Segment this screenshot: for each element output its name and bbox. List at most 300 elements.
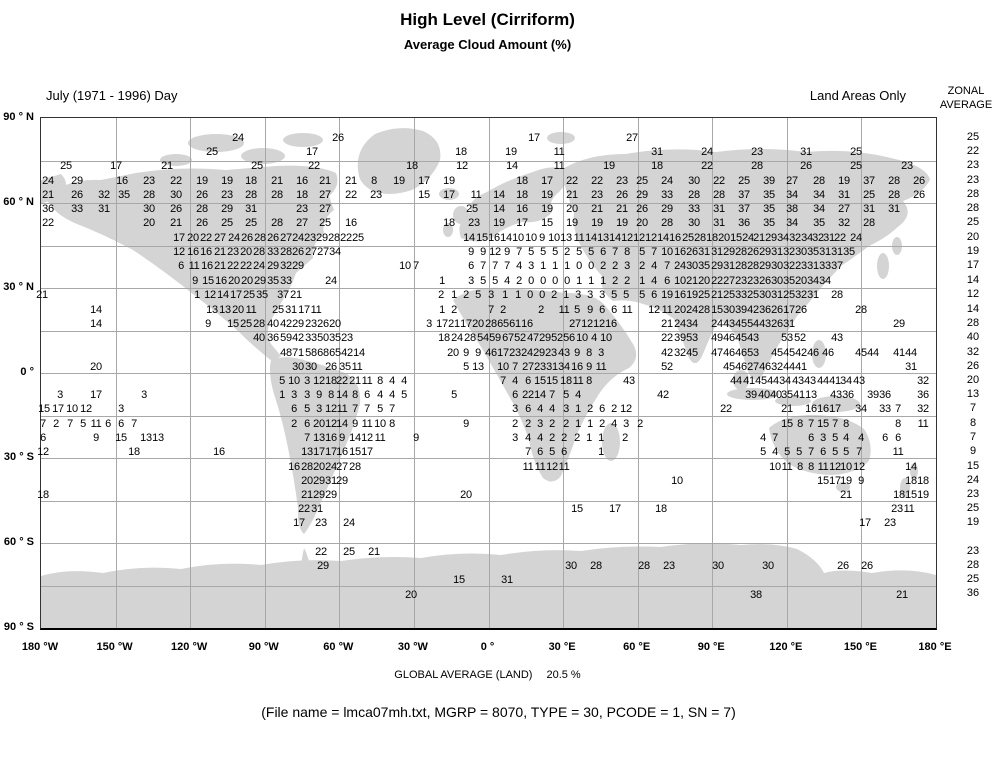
- grid-value: 2: [561, 432, 567, 444]
- grid-value: 11: [534, 461, 546, 473]
- grid-value: 4: [760, 432, 766, 444]
- grid-value: 18: [893, 489, 905, 501]
- zonal-average-value: 15: [966, 460, 980, 472]
- file-info: (File name = lmca07mh.txt, MGRP = 8070, TYPE = 30, PCODE = 1, SN = 7): [261, 704, 736, 720]
- grid-value: 59: [489, 332, 501, 344]
- grid-value: 19: [443, 175, 455, 187]
- grid-value: 4: [389, 375, 395, 387]
- lat-axis-label: 30 ° N: [3, 281, 34, 293]
- grid-value: 30: [723, 304, 735, 316]
- zonal-average-value: 23: [966, 159, 980, 171]
- grid-value: 7: [549, 389, 555, 401]
- grid-value: 8: [797, 461, 803, 473]
- grid-value: 41: [793, 389, 805, 401]
- grid-value: 9: [205, 318, 211, 330]
- grid-value: 16: [187, 246, 199, 258]
- grid-value: 20: [718, 232, 730, 244]
- grid-value: 17: [829, 475, 841, 487]
- grid-value: 16: [488, 232, 500, 244]
- grid-value: 32: [917, 403, 929, 415]
- grid-value: 20: [90, 361, 102, 373]
- grid-value: 33: [280, 275, 292, 287]
- grid-value: 20: [636, 217, 648, 229]
- grid-value: 26: [325, 361, 337, 373]
- grid-value: 19: [603, 160, 615, 172]
- zonal-average-header: [935, 84, 997, 112]
- zonal-average-value: 8: [969, 417, 977, 429]
- zonal-average-value: 25: [966, 573, 980, 585]
- grid-value: 4: [651, 275, 657, 287]
- grid-value: 11: [917, 418, 929, 430]
- grid-value: 18: [655, 503, 667, 515]
- grid-value: 21: [42, 189, 54, 201]
- grid-value: 8: [586, 347, 592, 359]
- grid-value: 3: [304, 375, 310, 387]
- grid-value: 34: [807, 275, 819, 287]
- grid-value: 43: [623, 375, 635, 387]
- grid-value: 31: [819, 246, 831, 258]
- grid-value: 19: [221, 175, 233, 187]
- grid-value: 21: [686, 275, 698, 287]
- grid-value: 24: [711, 318, 723, 330]
- grid-value: 10: [548, 232, 560, 244]
- grid-value: 12: [581, 318, 593, 330]
- grid-value: 31: [807, 260, 819, 272]
- grid-value: 9: [468, 246, 474, 258]
- grid-value: 21: [349, 375, 361, 387]
- grid-value: 16: [288, 461, 300, 473]
- grid-value: 29: [723, 246, 735, 258]
- grid-value: 17: [516, 217, 528, 229]
- grid-value: 3: [316, 403, 322, 415]
- grid-value: 14: [657, 232, 669, 244]
- grid-value: 3: [528, 260, 534, 272]
- grid-value: 8: [624, 246, 630, 258]
- grid-value: 7: [664, 260, 670, 272]
- grid-value: 13: [301, 446, 313, 458]
- grid-value: 10: [671, 475, 683, 487]
- grid-value: 25: [60, 160, 72, 172]
- grid-value: 25: [272, 304, 284, 316]
- grid-value: 17: [230, 289, 242, 301]
- grid-value: 33: [735, 289, 747, 301]
- grid-value: 23: [795, 260, 807, 272]
- grid-value: 9: [586, 361, 592, 373]
- grid-value: 18: [443, 217, 455, 229]
- grid-value: 45: [735, 318, 747, 330]
- grid-value: 39: [735, 304, 747, 316]
- grid-value: 11: [553, 160, 565, 172]
- grid-value: 28: [254, 232, 266, 244]
- grid-value: 17: [783, 304, 795, 316]
- grid-value: 26: [771, 304, 783, 316]
- grid-value: 26: [241, 232, 253, 244]
- grid-value: 15: [541, 217, 553, 229]
- zonal-average-value: 23: [966, 545, 980, 557]
- lon-axis-label: 180 °W: [21, 641, 59, 653]
- grid-value: 40: [267, 318, 279, 330]
- grid-value: 34: [801, 232, 813, 244]
- grid-value: 0: [528, 275, 534, 287]
- grid-value: 10: [66, 403, 78, 415]
- grid-value: 9: [480, 246, 486, 258]
- grid-value: 22: [566, 175, 578, 187]
- grid-value: 52: [794, 332, 806, 344]
- grid-value: 23: [545, 347, 557, 359]
- grid-value: 26: [837, 560, 849, 572]
- grid-value: 14: [463, 232, 475, 244]
- grid-value: 32: [280, 260, 292, 272]
- grid-value: 26: [196, 189, 208, 201]
- grid-value: 35: [783, 275, 795, 287]
- grid-value: 20: [143, 217, 155, 229]
- grid-value: 34: [558, 361, 570, 373]
- grid-value: 25: [850, 160, 862, 172]
- grid-value: 6: [304, 418, 310, 430]
- grid-value: 20: [232, 304, 244, 316]
- grid-value: 5: [279, 375, 285, 387]
- grid-value: 18: [516, 175, 528, 187]
- grid-value: 2: [53, 418, 59, 430]
- grid-value: 31: [771, 246, 783, 258]
- grid-value: 32: [771, 361, 783, 373]
- zonal-average-value: 25: [966, 216, 980, 228]
- grid-value: 28: [464, 332, 476, 344]
- grid-value: 5: [480, 275, 486, 287]
- grid-value: 20: [447, 347, 459, 359]
- grid-value: 28: [661, 217, 673, 229]
- grid-value: 43: [804, 375, 816, 387]
- grid-value: 1: [564, 260, 570, 272]
- lon-axis-label: 0 °: [480, 641, 495, 653]
- grid-value: 9: [93, 432, 99, 444]
- grid-value: 13: [805, 389, 817, 401]
- lon-axis-label: 30 °E: [548, 641, 576, 653]
- grid-value: 16: [215, 275, 227, 287]
- grid-value: 37: [863, 175, 875, 187]
- grid-value: 17: [293, 517, 305, 529]
- grid-value: 21: [661, 318, 673, 330]
- grid-value: 19: [393, 175, 405, 187]
- grid-value: 29: [292, 318, 304, 330]
- zonal-average-value: 14: [966, 274, 980, 286]
- grid-value: 28: [888, 175, 900, 187]
- grid-value: 16: [345, 217, 357, 229]
- global-average: [40, 669, 935, 681]
- grid-value: 22: [315, 546, 327, 558]
- grid-value: 20: [329, 318, 341, 330]
- grid-value: 20: [795, 275, 807, 287]
- grid-value: 31: [905, 361, 917, 373]
- grid-value: 29: [325, 489, 337, 501]
- grid-value: 7: [480, 260, 486, 272]
- zonal-average-value: 14: [966, 303, 980, 315]
- grid-value: 3: [587, 289, 593, 301]
- grid-value: 19: [493, 217, 505, 229]
- grid-value: 5: [463, 361, 469, 373]
- grid-value: 12: [633, 232, 645, 244]
- grid-value: 4: [389, 389, 395, 401]
- grid-value: 45: [723, 361, 735, 373]
- lon-axis-label: 120 °W: [171, 641, 208, 653]
- grid-value: 12: [204, 289, 216, 301]
- grid-value: 1: [587, 418, 593, 430]
- grid-value: 7: [504, 260, 510, 272]
- grid-value: 11: [336, 403, 348, 415]
- grid-value: 11: [374, 432, 386, 444]
- grid-value: 12: [313, 375, 325, 387]
- grid-value: 43: [831, 332, 843, 344]
- grid-value: 1: [194, 289, 200, 301]
- grid-value: 29: [71, 175, 83, 187]
- grid-value: 4: [591, 332, 597, 344]
- grid-value: 17: [361, 446, 373, 458]
- grid-value: 7: [131, 418, 137, 430]
- grid-value: 28: [253, 246, 265, 258]
- grid-value: 8: [808, 461, 814, 473]
- grid-value: 26: [196, 217, 208, 229]
- grid-value: 24: [674, 260, 686, 272]
- grid-value: 21: [271, 175, 283, 187]
- grid-value: 1: [279, 389, 285, 401]
- period-label: July (1971 - 1996) Day: [46, 88, 178, 103]
- grid-value: 30: [771, 260, 783, 272]
- grid-value: 20: [241, 275, 253, 287]
- grid-value: 33: [661, 189, 673, 201]
- grid-value: 14: [336, 389, 348, 401]
- grid-value: 27: [319, 203, 331, 215]
- grid-value: 3: [118, 403, 124, 415]
- grid-value: 27: [786, 175, 798, 187]
- grid-value: 19: [566, 217, 578, 229]
- grid-value: 23: [751, 146, 763, 158]
- grid-value: 27: [723, 275, 735, 287]
- grid-value: 16: [817, 403, 829, 415]
- grid-value: 6: [525, 375, 531, 387]
- grid-value: 23: [305, 318, 317, 330]
- grid-value: 46: [735, 347, 747, 359]
- grid-value: 30: [292, 361, 304, 373]
- grid-value: 32: [838, 217, 850, 229]
- grid-value: 15: [781, 418, 793, 430]
- grid-value: 17: [443, 189, 455, 201]
- grid-value: 14: [217, 289, 229, 301]
- zonal-average-value: 23: [966, 488, 980, 500]
- grid-value: 27: [296, 217, 308, 229]
- grid-value: 5: [528, 246, 534, 258]
- grid-value: 21: [319, 175, 331, 187]
- grid-value: 23: [884, 517, 896, 529]
- grid-value: 5: [451, 389, 457, 401]
- grid-value: 19: [196, 175, 208, 187]
- grid-value: 6: [364, 389, 370, 401]
- grid-value: 41: [795, 361, 807, 373]
- grid-value: 4: [843, 432, 849, 444]
- grid-value: 7: [895, 403, 901, 415]
- grid-value: 25: [319, 217, 331, 229]
- grid-value: 23: [221, 189, 233, 201]
- grid-value: 5: [843, 446, 849, 458]
- grid-value: 7: [512, 361, 518, 373]
- grid-value: 0: [588, 260, 594, 272]
- grid-value: 12: [620, 403, 632, 415]
- grid-value: 1: [639, 275, 645, 287]
- grid-value: 31: [888, 203, 900, 215]
- grid-value: 17: [541, 175, 553, 187]
- grid-value: 71: [292, 347, 304, 359]
- grid-value: 43: [792, 375, 804, 387]
- grid-value: 31: [711, 246, 723, 258]
- grid-value: 2: [463, 289, 469, 301]
- grid-value: 2: [551, 289, 557, 301]
- grid-value: 17: [52, 403, 64, 415]
- grid-value: 28: [751, 160, 763, 172]
- grid-value: 27: [838, 203, 850, 215]
- grid-value: 24: [343, 517, 355, 529]
- grid-value: 31: [863, 203, 875, 215]
- grid-value: 5: [832, 432, 838, 444]
- grid-value: 27: [747, 361, 759, 373]
- grid-line-horizontal: [41, 501, 936, 502]
- grid-value: 3: [488, 289, 494, 301]
- grid-value: 30: [759, 289, 771, 301]
- grid-value: 31: [771, 289, 783, 301]
- grid-value: 7: [516, 246, 522, 258]
- grid-value: 28: [688, 189, 700, 201]
- grid-value: 22: [42, 217, 54, 229]
- grid-value: 26: [686, 246, 698, 258]
- grid-value: 2: [500, 304, 506, 316]
- grid-value: 50: [317, 332, 329, 344]
- grid-value: 4: [575, 389, 581, 401]
- grid-value: 20: [674, 304, 686, 316]
- grid-value: 2: [438, 289, 444, 301]
- grid-value: 15: [817, 418, 829, 430]
- grid-value: 5: [304, 403, 310, 415]
- grid-value: 11: [781, 461, 793, 473]
- grid-value: 16: [605, 318, 617, 330]
- land-svalbard: [547, 132, 575, 144]
- grid-value: 6: [882, 432, 888, 444]
- grid-value: 53: [686, 332, 698, 344]
- grid-value: 7: [832, 418, 838, 430]
- grid-value: 12: [829, 461, 841, 473]
- grid-value: 28: [831, 289, 843, 301]
- grid-value: 31: [713, 203, 725, 215]
- grid-value: 1: [502, 289, 508, 301]
- grid-value: 3: [57, 389, 63, 401]
- grid-value: 23: [509, 347, 521, 359]
- grid-value: 17: [173, 232, 185, 244]
- grid-value: 1: [598, 432, 604, 444]
- grid-value: 21: [840, 489, 852, 501]
- grid-value: 9: [574, 347, 580, 359]
- grid-value: 15: [115, 432, 127, 444]
- grid-value: 14: [90, 304, 102, 316]
- grid-value: 29: [316, 232, 328, 244]
- grid-value: 17: [829, 403, 841, 415]
- grid-value: 8: [389, 418, 395, 430]
- grid-value: 19: [616, 217, 628, 229]
- grid-value: 7: [40, 418, 46, 430]
- grid-value: 35: [256, 289, 268, 301]
- grid-line-horizontal: [41, 458, 936, 459]
- zonal-average-value: 25: [966, 502, 980, 514]
- grid-value: 11: [661, 304, 673, 316]
- grid-value: 20: [698, 275, 710, 287]
- zonal-average-value: 20: [966, 231, 980, 243]
- grid-value: 42: [280, 318, 292, 330]
- grid-value: 32: [917, 375, 929, 387]
- grid-value: 21: [368, 546, 380, 558]
- grid-value: 19: [917, 489, 929, 501]
- grid-value: 30: [688, 217, 700, 229]
- grid-value: 16: [116, 175, 128, 187]
- grid-value: 11: [90, 418, 102, 430]
- grid-value: 7: [352, 403, 358, 415]
- grid-value: 5: [563, 389, 569, 401]
- grid-value: 16: [201, 260, 213, 272]
- grid-value: 16: [674, 289, 686, 301]
- grid-value: 2: [525, 418, 531, 430]
- zonal-header-line1: ZONAL: [947, 85, 985, 97]
- grid-value: 3: [623, 418, 629, 430]
- grid-value: 28: [271, 189, 283, 201]
- grid-value: 46: [822, 347, 834, 359]
- zonal-average-value: 25: [966, 131, 980, 143]
- grid-value: 27: [319, 189, 331, 201]
- grid-value: 1: [600, 275, 606, 287]
- grid-value: 39: [745, 389, 757, 401]
- grid-value: 43: [747, 332, 759, 344]
- grid-value: 16: [669, 232, 681, 244]
- grid-value: 26: [317, 318, 329, 330]
- grid-value: 48: [280, 347, 292, 359]
- grid-value: 26: [913, 175, 925, 187]
- grid-line-horizontal: [41, 543, 936, 544]
- grid-value: 25: [352, 232, 364, 244]
- grid-value: 22: [345, 189, 357, 201]
- grid-value: 10: [600, 332, 612, 344]
- grid-value: 1: [439, 304, 445, 316]
- grid-value: 21: [896, 589, 908, 601]
- grid-value: 35: [698, 260, 710, 272]
- grid-value: 2: [637, 418, 643, 430]
- grid-value: 46: [485, 347, 497, 359]
- grid-value: 12: [546, 461, 558, 473]
- grid-value: 14: [90, 318, 102, 330]
- grid-value: 12: [489, 246, 501, 258]
- grid-value: 6: [537, 446, 543, 458]
- grid-value: 11: [553, 146, 565, 158]
- grid-value: 29: [759, 246, 771, 258]
- grid-value: 11: [573, 232, 585, 244]
- grid-value: 17: [313, 446, 325, 458]
- grid-value: 29: [313, 489, 325, 501]
- grid-value: 24: [228, 232, 240, 244]
- grid-value: 26: [759, 275, 771, 287]
- grid-value: 3: [575, 289, 581, 301]
- grid-value: 10: [399, 260, 411, 272]
- grid-value: 21: [290, 289, 302, 301]
- grid-value: 45: [735, 332, 747, 344]
- grid-value: 29: [317, 560, 329, 572]
- grid-value: 32: [674, 347, 686, 359]
- grid-value: 4: [516, 260, 522, 272]
- grid-value: 14: [534, 389, 546, 401]
- grid-value: 5: [475, 289, 481, 301]
- grid-value: 20: [301, 475, 313, 487]
